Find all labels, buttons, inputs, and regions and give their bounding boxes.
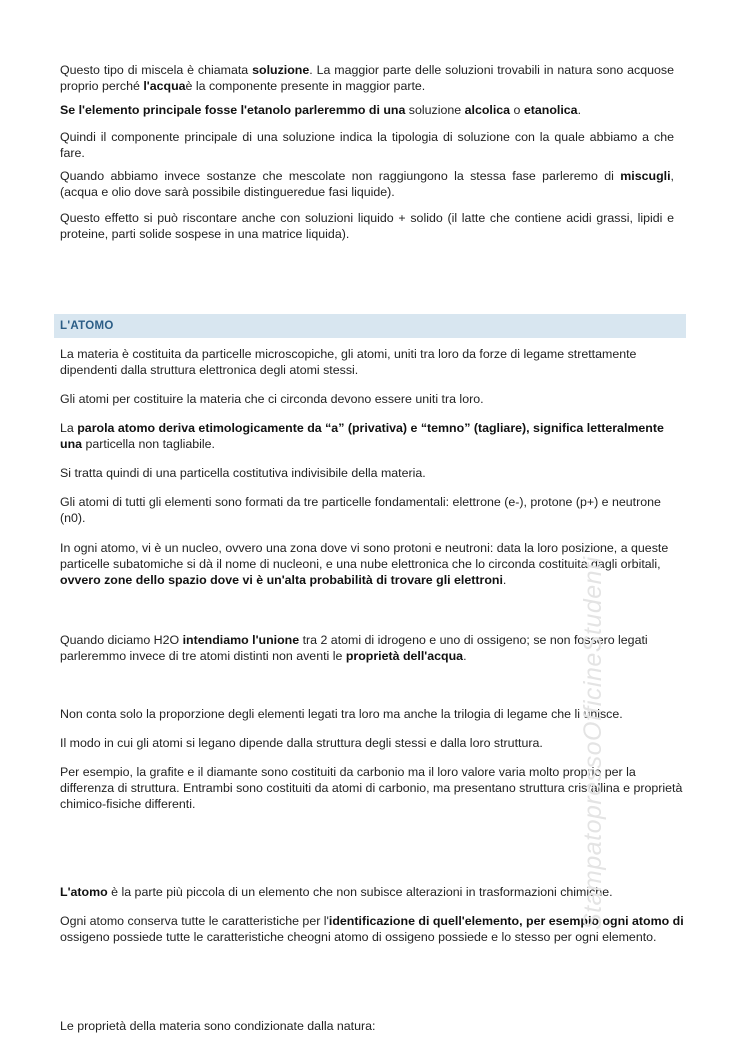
paragraph-etimologia: La parola atomo deriva etimologicamente da “a” (privativa) e “temno” (tagliare), significa letteralmente una particella non tagliabile.: [60, 421, 664, 451]
paragraph-modo: Il modo in cui gli atomi si legano dipende dalla struttura degli stessi e dalla loro struttura.: [60, 736, 543, 750]
paragraph-componente: Quindi il componente principale di una soluzione indica la tipologia di soluzione con la quale abbiamo a che fare.: [60, 130, 674, 160]
watermark-text: StampatopressoOfficineStudenti: [579, 556, 607, 930]
paragraph-particelle: Gli atomi di tutti gli elementi sono formati da tre particelle fondamentali: elettrone (e-), protone (p+) e neutrone (n0).: [60, 495, 661, 525]
paragraph-latte: Questo effetto si può riscontare anche con soluzioni liquido + solido (il latte che contiene acidi grassi, lipidi e proteine, parti solide sospese in una matrice liquida).: [60, 211, 674, 241]
paragraph-h2o: Quando diciamo H2O intendiamo l'unione tra 2 atomi di idrogeno e uno di ossigeno; se non fossero legati parleremmo invece di tre atomi distinti non aventi le proprietà dell'acqua.: [60, 633, 648, 663]
paragraph-definizione-atomo: L'atomo è la parte più piccola di un elemento che non subisce alterazioni in trasformazioni chimiche.: [60, 885, 613, 899]
paragraph-atomi-uniti: Gli atomi per costituire la materia che ci circonda devono essere uniti tra loro.: [60, 392, 484, 406]
section-heading-atomo: L'ATOMO: [54, 314, 686, 338]
paragraph-proprieta: Le proprietà della materia sono condizionate dalla natura:: [60, 1019, 376, 1033]
paragraph-ossigeno: Ogni atomo conserva tutte le caratteristiche per l'identificazione di quell'elemento, per esempio ogni atomo di ossigeno possiede tutte le caratteristiche cheogni atomo di ossigeno possiede e lo stesso per ogni elemento.: [60, 914, 684, 944]
paragraph-materia: La materia è costituita da particelle microscopiche, gli atomi, uniti tra loro da forze di legame strettamente dipendenti dalla struttura elettronica degli atomi stessi.: [60, 347, 637, 377]
paragraph-miscugli: Quando abbiamo invece sostanze che mescolate non raggiungono la stessa fase parleremo di miscugli, (acqua e olio dove sarà possibile distingueredue fasi liquide).: [60, 169, 674, 199]
paragraph-proporzione: Non conta solo la proporzione degli elementi legati tra loro ma anche la trilogia di legame che li unisce.: [60, 707, 623, 721]
paragraph-indivisibile: Si tratta quindi di una particella costitutiva indivisibile della materia.: [60, 466, 426, 480]
paragraph-nucleo: In ogni atomo, vi è un nucleo, ovvero una zona dove vi sono protoni e neutroni: data la loro posizione, a queste particelle subatomiche si dà il nome di nucleoni, e una nube elettronica che lo circonda costituita dagli orbitali, ovvero zone dello spazio dove vi è un'alta probabilità di trovare gli elettroni.: [60, 541, 669, 587]
paragraph-etanolo: Se l'elemento principale fosse l'etanolo parleremmo di una soluzione alcolica o etanolica.: [60, 103, 582, 117]
paragraph-grafite: Per esempio, la grafite e il diamante sono costituiti da carbonio ma il loro valore varia molto proprio per la differenza di struttura. Entrambi sono costituiti da atomi di carbonio, ma presentano struttura cristallina e proprietà chimico-fisiche differenti.: [60, 765, 683, 811]
paragraph-soluzione: Questo tipo di miscela è chiamata soluzione. La maggior parte delle soluzioni trovabili in natura sono acquose proprio perché l'acquaè la componente presente in maggior parte.: [60, 63, 674, 93]
